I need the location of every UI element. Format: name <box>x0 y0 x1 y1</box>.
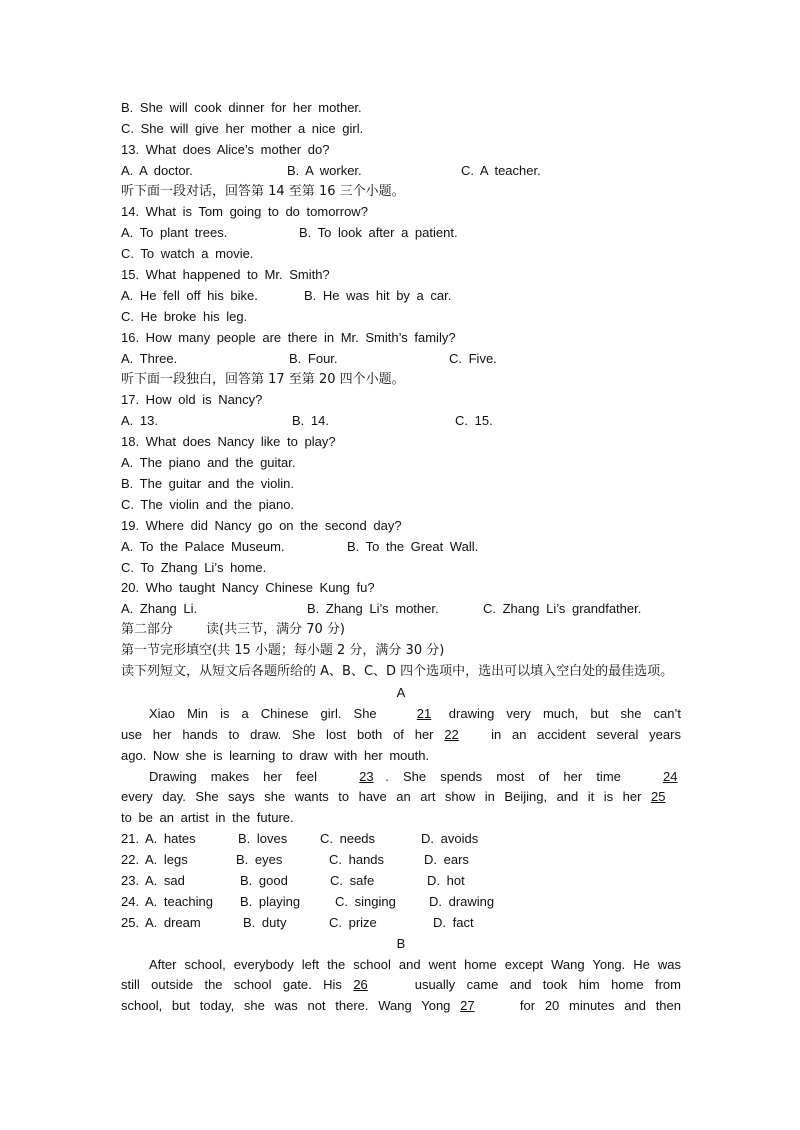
option-a: A. He fell off his bike. <box>121 288 258 304</box>
passage-line: After school, everybody left the school and went home except Wang Yong. He was <box>149 956 681 972</box>
option-c: C. Zhang Li’s grandfather. <box>483 601 642 617</box>
option-a: A. 13. <box>121 413 158 429</box>
q13-options <box>121 161 681 182</box>
question-14: 14. What is Tom going to do tomorrow? <box>121 204 368 220</box>
choice-row: 23. A. sad B. good C. safe D. hot <box>121 872 465 888</box>
option-b: B. To the Great Wall. <box>347 538 479 554</box>
option-b: B. 14. <box>292 413 329 429</box>
option-a: A. Three. <box>121 350 178 366</box>
choice-row: 25. A. dream B. duty C. prize D. fact <box>121 914 474 930</box>
passage-line: use her hands to draw. She lost both of her 22 in an accident several years <box>121 725 681 746</box>
q16-options <box>121 349 681 370</box>
option-c: C. 15. <box>455 413 493 429</box>
option-b: B. Four. <box>289 350 338 366</box>
q15-options <box>121 286 681 307</box>
question-13: 13. What does Alice’s mother do? <box>121 141 330 157</box>
passage-line: school, but today, she was not there. Wang Yong 27 for 20 minutes and then <box>121 996 681 1017</box>
q17-options <box>121 411 681 432</box>
passage-line: ago. Now she is learning to draw with her mouth. <box>121 747 430 763</box>
blank-26: 26 <box>353 977 368 993</box>
blank-25: 25 <box>650 789 666 805</box>
question-18: 18. What does Nancy like to play? <box>121 434 336 450</box>
option-line: C. He broke his leg. <box>121 308 248 324</box>
blank-24: 24 <box>662 768 678 784</box>
option-b: B. To look after a patient. <box>299 225 458 241</box>
option-c: C. A teacher. <box>461 162 541 178</box>
option-a: A. A doctor. <box>121 162 193 178</box>
option-line: C. The violin and the piano. <box>121 496 295 512</box>
option-b: B. Zhang Li’s mother. <box>307 601 439 617</box>
question-19: 19. Where did Nancy go on the second day? <box>121 517 402 533</box>
q19-options <box>121 537 681 558</box>
listening-instruction: 听下面一段独白，回答第 17 至第 20 四个小题。 <box>121 371 405 387</box>
passage-line: Drawing makes her feel 23 . She spends most of her time 24 <box>121 767 681 788</box>
question-17: 17. How old is Nancy? <box>121 392 263 408</box>
blank-23: 23 <box>359 768 374 784</box>
section-instruction: 读下列短文，从短文后各题所给的 A、B、C、D 四个选项中，选出可以填入空白处的最佳选项。 <box>121 664 674 680</box>
q20-options <box>121 599 681 620</box>
passage-line: Xiao Min is a Chinese girl. She 21 drawing very much, but she can’t <box>121 704 681 725</box>
option-line: C. To Zhang Li’s home. <box>121 559 267 575</box>
option-line: C. She will give her mother a nice girl. <box>121 120 364 136</box>
choice-row: 24. A. teaching B. playing C. singing D. drawing <box>121 893 495 909</box>
choice-row: 22. A. legs B. eyes C. hands D. ears <box>121 852 469 868</box>
option-line: B. She will cook dinner for her mother. <box>121 100 362 115</box>
question-16: 16. How many people are there in Mr. Smith’s family? <box>121 329 456 345</box>
option-a: A. Zhang Li. <box>121 601 198 617</box>
option-c: C. Five. <box>449 350 497 366</box>
blank-21: 21 <box>416 705 432 721</box>
passage-b-label: B <box>396 935 406 951</box>
option-a: A. To plant trees. <box>121 225 228 241</box>
passage-a-label: A <box>396 684 406 700</box>
option-line: C. To watch a movie. <box>121 246 254 262</box>
passage-line: to be an artist in the future. <box>121 810 294 826</box>
option-line: B. The guitar and the violin. <box>121 476 295 492</box>
passage-line: every day. She says she wants to have an art show in Beijing, and it is her 25 <box>121 787 681 808</box>
choice-row: 21. A. hates B. loves C. needs D. avoids <box>121 831 479 847</box>
q14-options <box>121 223 681 244</box>
option-b: B. A worker. <box>287 162 362 178</box>
section-heading: 第一节完形填空(共 15 小题；每小题 2 分，满分 30 分) <box>121 643 445 659</box>
part-heading: 第二部分 读(共三节，满分 70 分) <box>121 622 346 638</box>
option-a: A. To the Palace Museum. <box>121 538 285 554</box>
blank-27: 27 <box>460 998 475 1014</box>
passage-line: still outside the school gate. His 26 usually came and took him home from <box>121 975 681 996</box>
blank-22: 22 <box>444 726 459 742</box>
question-20: 20. Who taught Nancy Chinese Kung fu? <box>121 580 375 596</box>
question-15: 15. What happened to Mr. Smith? <box>121 267 330 283</box>
option-b: B. He was hit by a car. <box>304 288 452 304</box>
page-content <box>121 98 681 1017</box>
listening-instruction: 听下面一段对话，回答第 14 至第 16 三个小题。 <box>121 183 405 199</box>
option-line: A. The piano and the guitar. <box>121 455 296 471</box>
